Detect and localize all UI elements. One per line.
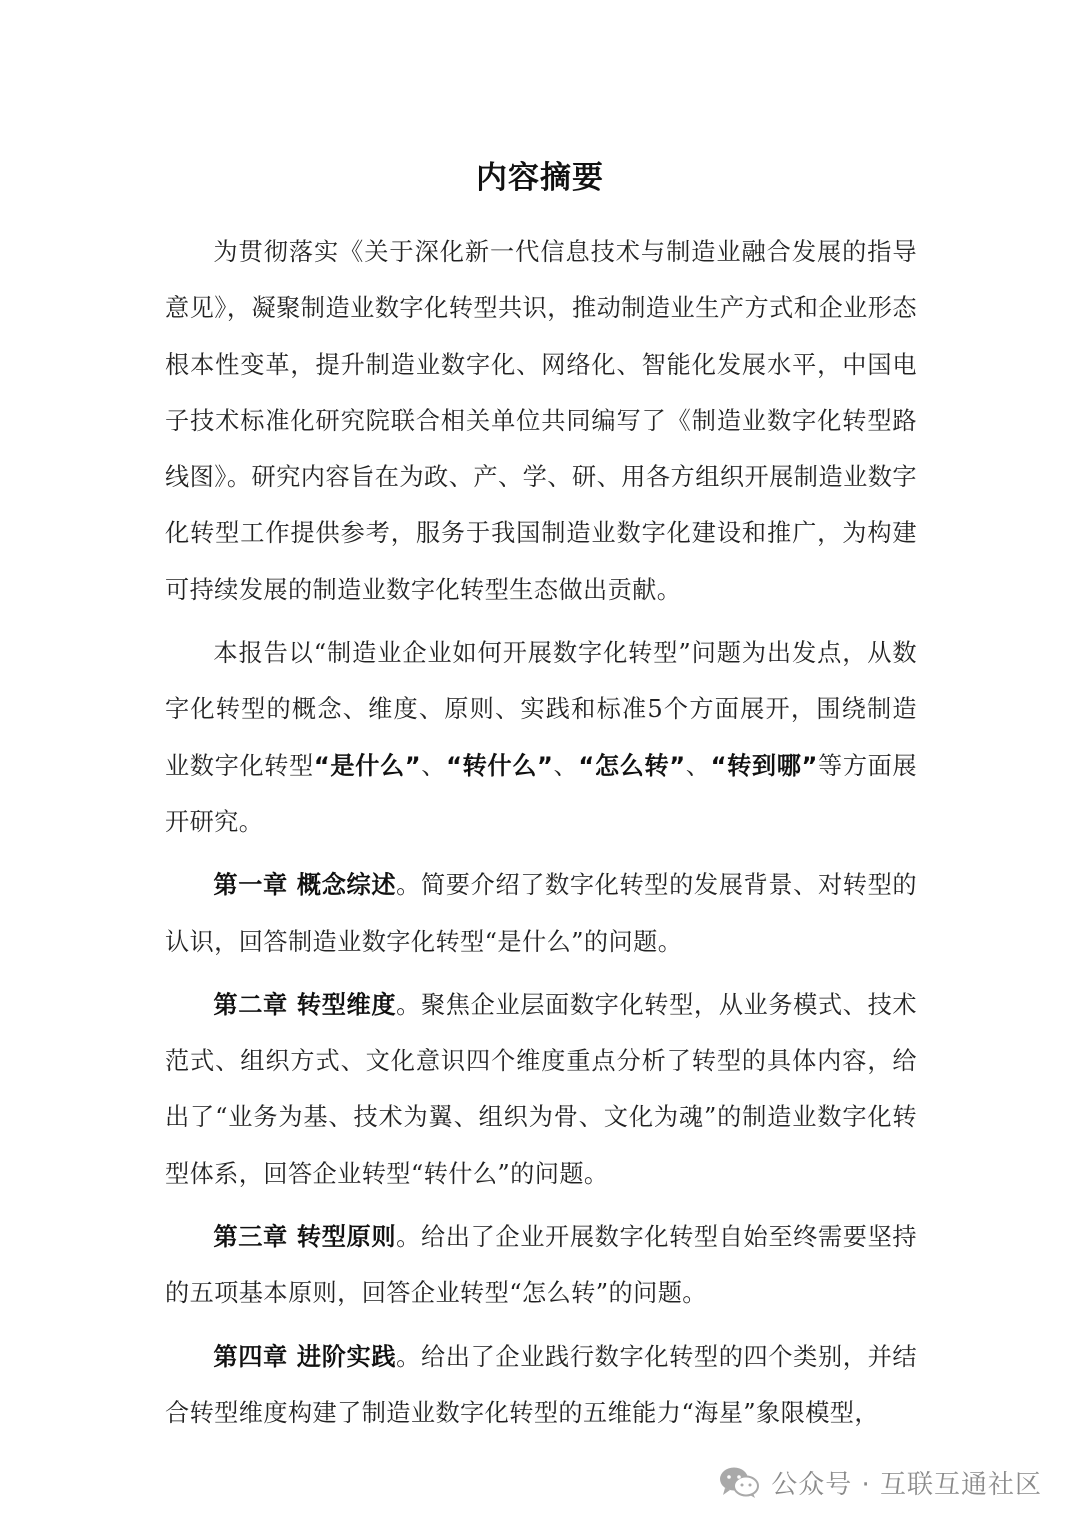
emphasis-transform-what: “转什么”: [446, 751, 554, 780]
page-title: 内容摘要: [476, 160, 604, 196]
chapter-3-text: 。给出了企业开展数字化转型自始至终需要坚持的五项基本原则，回答企业转型“怎么转”的问题。: [165, 1223, 917, 1308]
chapter-1-text: 。简要介绍了数字化转型的发展背景、对转型的认识，回答制造业数字化转型“是什么”的问题。: [165, 871, 917, 956]
wechat-icon: [717, 1464, 761, 1500]
chapter-2-paragraph: [165, 977, 917, 1202]
chapter-2-label: 第二章 转型维度: [213, 990, 397, 1019]
chapter-2-text: 。聚焦企业层面数字化转型，从业务模式、技术范式、组织方式、文化意识四个维度重点分析了转型的具体内容，给出了“业务为基、技术为翼、组织为骨、文化为魂”的制造业数字化转型体系，回答企业转型“转什么”的问题。: [165, 990, 917, 1188]
watermark: [717, 1462, 1042, 1502]
scope-text-lead: 本报告以“制造业企业如何开展数字化转型”问题为出发点，从数字化转型的概念、维度、原则、实践和标准5个方面展开，围绕制造业数字化转型: [165, 639, 917, 780]
intro-paragraph: 为贯彻落实《关于深化新一代信息技术与制造业融合发展的指导意见》，凝聚制造业数字化转型共识，推动制造业生产方式和企业形态根本性变革，提升制造业数字化、网络化、智能化发展水平，中国电子技术标准化研究院联合相关单位共同编写了《制造业数字化转型路线图》。研究内容旨在为政、产、学、研、用各方组织开展制造业数字化转型工作提供参考，服务于我国制造业数字化建设和推广，为构建可持续发展的制造业数字化转型生态做出贡献。: [165, 238, 917, 604]
chapter-4-paragraph: [165, 1329, 917, 1442]
scope-paragraph: [165, 625, 917, 850]
emphasis-separator: 、: [685, 751, 711, 780]
emphasis-where: “转到哪”: [710, 751, 818, 780]
emphasis-separator: 、: [553, 751, 579, 780]
chapter-4-text: 。给出了企业践行数字化转型的四个类别，并结合转型维度构建了制造业数字化转型的五维能力“海星”象限模型，: [165, 1342, 917, 1427]
chapter-4-label: 第四章 进阶实践: [213, 1342, 397, 1371]
scope-text-tail: 等方面展开研究。: [165, 751, 918, 836]
emphasis-separator: 、: [421, 751, 447, 780]
document-body: [165, 224, 917, 1448]
chapter-3-paragraph: [165, 1209, 917, 1322]
chapter-1-paragraph: [165, 857, 917, 970]
chapter-3-label: 第三章 转型原则: [213, 1223, 397, 1252]
watermark-text: 公众号 · 互联互通社区: [771, 1469, 1042, 1500]
emphasis-what: “是什么”: [313, 751, 422, 780]
chapter-1-label: 第一章 概念综述: [213, 871, 397, 900]
emphasis-how: “怎么转”: [578, 751, 686, 780]
